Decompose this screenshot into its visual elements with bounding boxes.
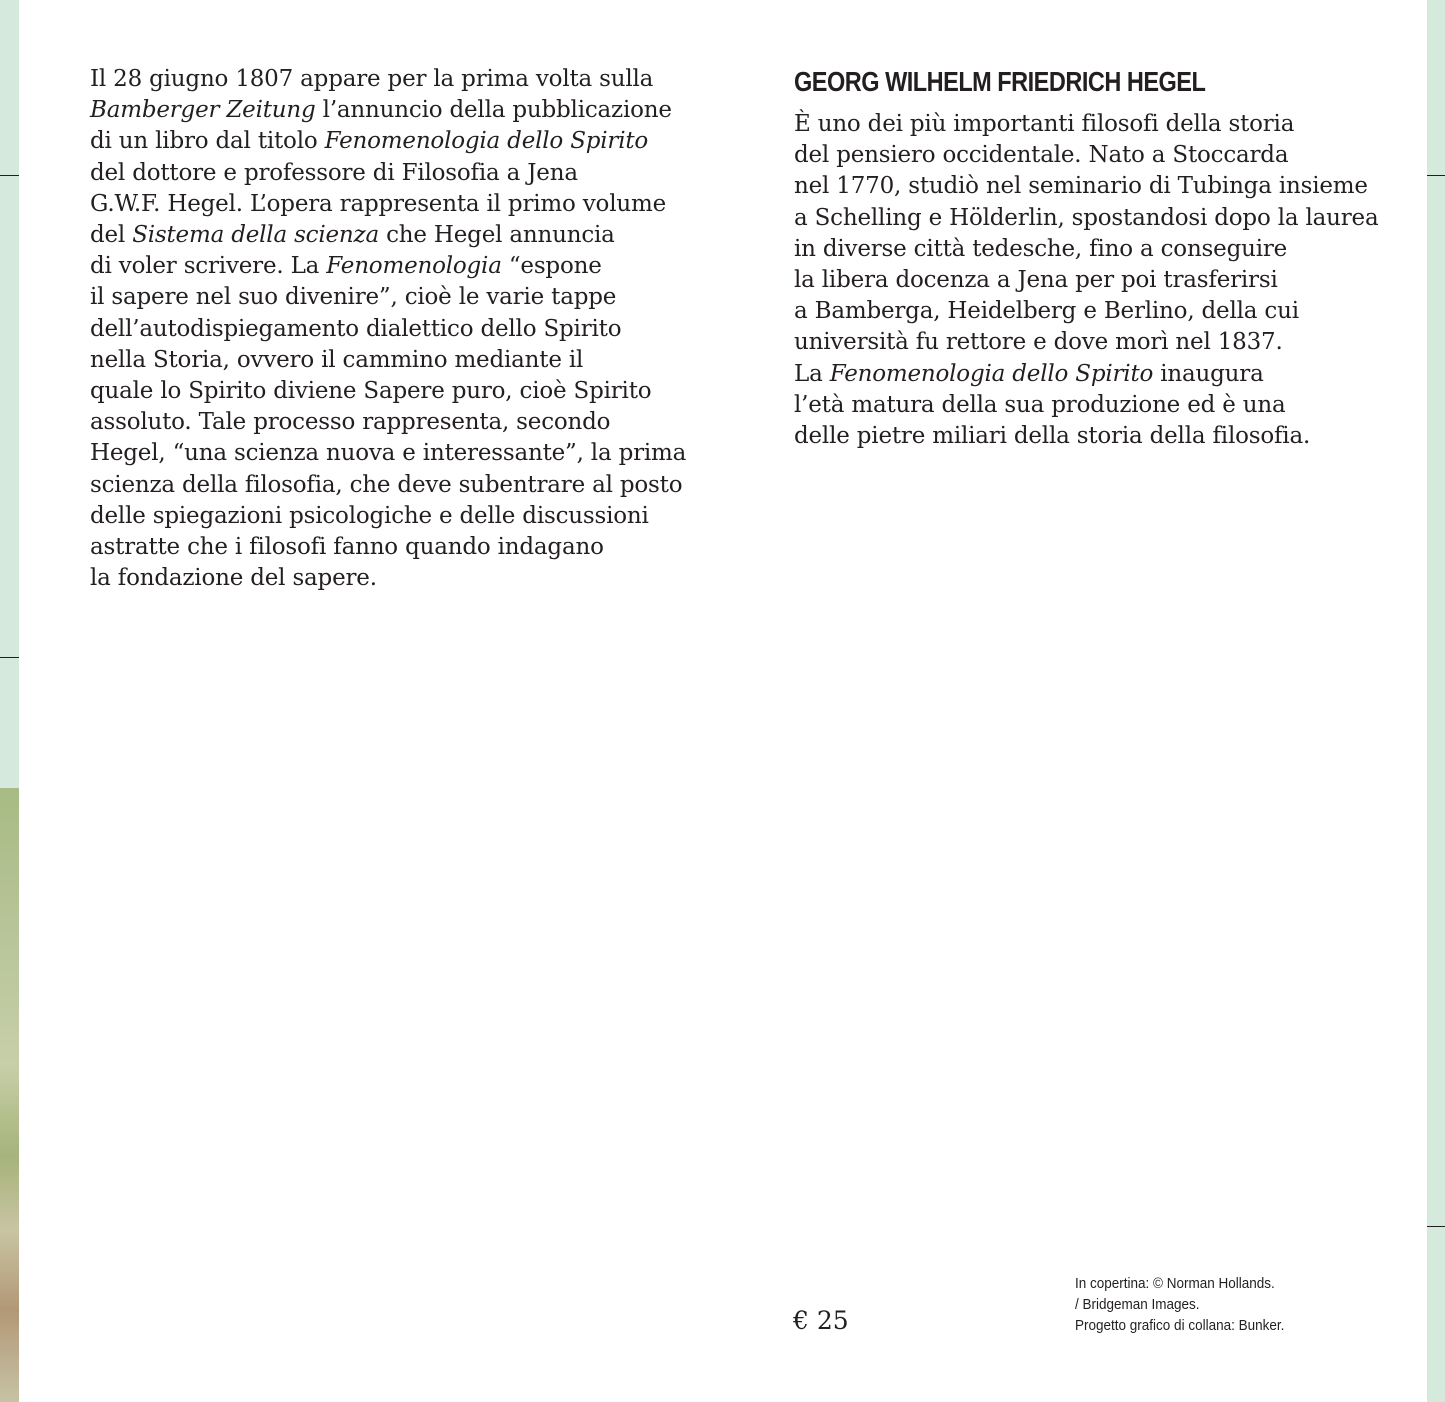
- text-line: la libera docenza a Jena per poi trasferirsi: [794, 267, 1278, 294]
- text-line: assoluto. Tale processo rappresenta, secondo: [90, 409, 611, 436]
- text-line: nella Storia, ovvero il cammino mediante il: [90, 346, 584, 373]
- text-line: del dottore e professore di Filosofia a Jena: [90, 159, 578, 186]
- text-line: a Schelling e Hölderlin, spostandosi dopo la laurea: [794, 204, 1379, 231]
- text-line: Bamberger Zeitung l’annuncio della pubblicazione: [90, 97, 672, 124]
- synopsis-text: [90, 64, 687, 594]
- text-line: università fu rettore e dove morì nel 1837.: [794, 329, 1283, 356]
- crop-mark-left-top: [0, 175, 19, 176]
- left-cover-illustration: [0, 788, 19, 1402]
- text-line: del Sistema della scienza che Hegel annuncia: [90, 222, 615, 249]
- text-line: Il 28 giugno 1807 appare per la prima volta sulla: [90, 66, 654, 92]
- text-line: delle spiegazioni psicologiche e delle discussioni: [90, 502, 649, 529]
- italic-title: Bamberger Zeitung: [90, 97, 316, 124]
- text-line: G.W.F. Hegel. L’opera rappresenta il primo volume: [90, 190, 666, 217]
- text-line: a Bamberga, Heidelberg e Berlino, della cui: [794, 298, 1299, 325]
- credits-line: In copertina: © Norman Hollands.: [1075, 1275, 1275, 1292]
- text-line: nel 1770, studiò nel seminario di Tubinga insieme: [794, 173, 1368, 200]
- text-line: La Fenomenologia dello Spirito inaugura: [794, 360, 1264, 387]
- text-line: È uno dei più importanti filosofi della storia: [794, 111, 1295, 137]
- crop-mark-left-mid: [0, 657, 19, 658]
- crop-mark-right-bottom: [1427, 1226, 1445, 1227]
- right-cover-strip: [1427, 0, 1445, 1402]
- text-line: la fondazione del sapere.: [90, 565, 377, 592]
- text-line: in diverse città tedesche, fino a conseguire: [794, 235, 1288, 262]
- credits-line: / Bridgeman Images.: [1075, 1296, 1200, 1313]
- text-line: quale lo Spirito diviene Sapere puro, cioè Spirito: [90, 378, 652, 405]
- text-line: astratte che i filosofi fanno quando indagano: [90, 534, 604, 561]
- text-line: dell’autodispiegamento dialettico dello Spirito: [90, 315, 622, 342]
- text-line: Hegel, “una scienza nuova e interessante”, la prima: [90, 440, 687, 467]
- text-line: scienza della filosofia, che deve subentrare al posto: [90, 471, 683, 498]
- italic-title: Fenomenologia dello Spirito: [829, 360, 1154, 387]
- text-line: l’età matura della sua produzione ed è una: [794, 391, 1286, 418]
- text-line: delle pietre miliari della storia della filosofia.: [794, 423, 1311, 450]
- crop-mark-right-top: [1427, 175, 1445, 176]
- text-line: del pensiero occidentale. Nato a Stoccarda: [794, 142, 1289, 169]
- author-bio-text: [794, 109, 1379, 452]
- credits-line: Progetto grafico di collana: Bunker.: [1075, 1317, 1285, 1334]
- author-heading: GEORG WILHELM FRIEDRICH HEGEL: [794, 66, 1206, 97]
- text-line: di voler scrivere. La Fenomenologia “espone: [90, 253, 602, 280]
- cover-credits: [1075, 1273, 1284, 1336]
- text-line: di un libro dal titolo Fenomenologia dello Spirito: [90, 128, 649, 155]
- price-label: € 25: [793, 1306, 849, 1335]
- italic-title: Fenomenologia: [326, 253, 502, 280]
- italic-title: Sistema della scienza: [132, 222, 379, 249]
- text-line: il sapere nel suo divenire”, cioè le varie tappe: [90, 284, 617, 311]
- italic-title: Fenomenologia dello Spirito: [324, 128, 649, 155]
